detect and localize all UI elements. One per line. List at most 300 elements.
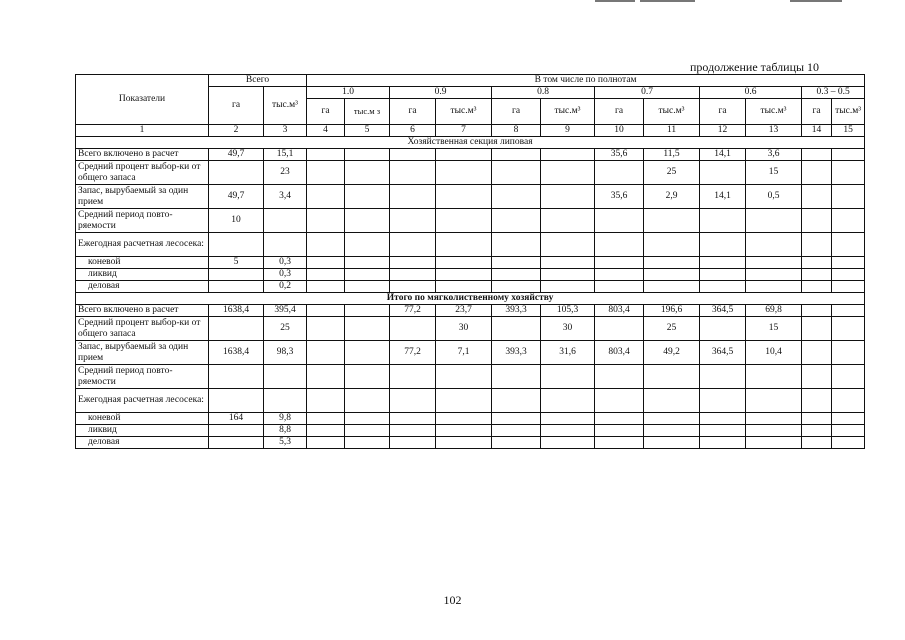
table-cell: 15 — [746, 161, 802, 185]
column-number: 3 — [264, 125, 307, 137]
table-cell: 3,6 — [746, 149, 802, 161]
table-cell — [700, 269, 746, 281]
table-cell — [307, 437, 345, 449]
table-cell — [492, 185, 541, 209]
table-cell — [802, 149, 832, 161]
m3-header: тыс.м³ — [832, 99, 865, 125]
table-row — [76, 317, 865, 341]
table-cell — [832, 281, 865, 293]
table-cell — [832, 437, 865, 449]
table-cell — [700, 281, 746, 293]
ha-header: га — [802, 99, 832, 125]
row-label: Запас, вырубаемый за один прием — [76, 185, 209, 209]
table-cell — [436, 413, 492, 425]
table-cell — [832, 161, 865, 185]
table-cell: 35,6 — [595, 149, 644, 161]
table-cell — [644, 257, 700, 269]
table-cell — [541, 281, 595, 293]
column-number: 2 — [209, 125, 264, 137]
table-cell — [436, 149, 492, 161]
table-cell — [746, 389, 802, 413]
density-header: 0.7 — [595, 87, 700, 99]
table-cell — [802, 425, 832, 437]
column-number: 9 — [541, 125, 595, 137]
table-cell — [541, 425, 595, 437]
table-cell: 105,3 — [541, 305, 595, 317]
table-cell — [700, 425, 746, 437]
table-cell — [436, 281, 492, 293]
table-cell — [345, 149, 390, 161]
table-cell — [209, 233, 264, 257]
table-cell — [345, 269, 390, 281]
table-cell — [209, 437, 264, 449]
table-cell — [492, 281, 541, 293]
table-row — [76, 281, 865, 293]
table-cell — [700, 389, 746, 413]
table-cell — [209, 389, 264, 413]
row-label: Всего включено в расчет — [76, 305, 209, 317]
table-cell: 0,3 — [264, 257, 307, 269]
table-cell — [492, 389, 541, 413]
table-cell — [802, 341, 832, 365]
table-cell: 25 — [644, 161, 700, 185]
table-cell — [345, 425, 390, 437]
table-cell — [390, 437, 436, 449]
table-cell — [802, 257, 832, 269]
table-cell — [492, 437, 541, 449]
table-cell — [595, 269, 644, 281]
table-cell: 31,6 — [541, 341, 595, 365]
column-number: 1 — [76, 125, 209, 137]
table-caption: продолжение таблицы 10 — [690, 60, 820, 74]
table-cell — [390, 389, 436, 413]
column-number: 14 — [802, 125, 832, 137]
table-cell — [307, 413, 345, 425]
table-cell — [492, 233, 541, 257]
row-label: Средний период повто-ряемости — [76, 209, 209, 233]
table-cell — [541, 149, 595, 161]
density-header: 0.8 — [492, 87, 595, 99]
table-cell — [307, 209, 345, 233]
table-cell — [700, 365, 746, 389]
table-cell — [644, 437, 700, 449]
table-cell: 35,6 — [595, 185, 644, 209]
table-cell — [390, 233, 436, 257]
table-cell: 803,4 — [595, 341, 644, 365]
table-cell — [492, 425, 541, 437]
column-number: 7 — [436, 125, 492, 137]
table-cell — [390, 257, 436, 269]
table-cell — [264, 209, 307, 233]
table-cell — [541, 233, 595, 257]
section-title-row — [76, 137, 865, 149]
table-cell — [390, 317, 436, 341]
page-number: 102 — [443, 593, 462, 607]
table-cell — [595, 281, 644, 293]
table-cell — [700, 161, 746, 185]
table-cell — [390, 365, 436, 389]
table-cell — [345, 185, 390, 209]
ha-header: га — [595, 99, 644, 125]
table-cell — [345, 233, 390, 257]
table-cell: 393,3 — [492, 305, 541, 317]
table-cell — [700, 257, 746, 269]
table-cell — [832, 317, 865, 341]
table-cell: 49,7 — [209, 185, 264, 209]
table-row — [76, 413, 865, 425]
table-cell — [209, 425, 264, 437]
table-cell — [390, 413, 436, 425]
density-header: 0.3 – 0.5 — [802, 87, 865, 99]
table-cell — [541, 365, 595, 389]
felling-table — [75, 74, 865, 449]
table-cell — [541, 413, 595, 425]
table-cell — [802, 365, 832, 389]
table-cell — [541, 437, 595, 449]
table-cell: 11,5 — [644, 149, 700, 161]
table-row — [76, 389, 865, 413]
table-cell — [345, 257, 390, 269]
table-cell — [832, 425, 865, 437]
table-row — [76, 425, 865, 437]
table-cell — [595, 389, 644, 413]
table-cell: 25 — [264, 317, 307, 341]
table-cell — [209, 365, 264, 389]
table-cell — [436, 365, 492, 389]
table-cell — [436, 437, 492, 449]
table-cell: 15,1 — [264, 149, 307, 161]
table-cell — [264, 389, 307, 413]
table-cell: 98,3 — [264, 341, 307, 365]
row-label: Ежегодная расчетная лесосека: — [76, 233, 209, 257]
table-cell — [700, 233, 746, 257]
table-cell — [436, 425, 492, 437]
table-cell: 5,3 — [264, 437, 307, 449]
table-cell — [492, 257, 541, 269]
density-header: 0.6 — [700, 87, 802, 99]
column-number: 5 — [345, 125, 390, 137]
column-number: 6 — [390, 125, 436, 137]
row-label: Всего включено в расчет — [76, 149, 209, 161]
table-cell — [746, 269, 802, 281]
table-cell — [746, 425, 802, 437]
table-cell — [541, 257, 595, 269]
total-ha-header: га — [209, 87, 264, 125]
table-cell: 364,5 — [700, 305, 746, 317]
table-cell: 30 — [541, 317, 595, 341]
table-cell: 77,2 — [390, 341, 436, 365]
column-number: 13 — [746, 125, 802, 137]
table-cell — [436, 257, 492, 269]
table-cell — [264, 365, 307, 389]
table-cell — [541, 269, 595, 281]
table-cell: 3,4 — [264, 185, 307, 209]
row-label: ликвид — [76, 425, 209, 437]
table-cell — [307, 185, 345, 209]
table-row — [76, 149, 865, 161]
table-cell — [492, 317, 541, 341]
table-cell — [436, 185, 492, 209]
table-cell — [802, 209, 832, 233]
table-cell — [390, 269, 436, 281]
scan-mark — [640, 0, 695, 2]
table-cell: 164 — [209, 413, 264, 425]
row-label: Средний период повто-ряемости — [76, 365, 209, 389]
including-header: В том числе по полнотам — [307, 75, 865, 87]
table-cell — [832, 305, 865, 317]
table-cell — [345, 437, 390, 449]
table-cell — [802, 437, 832, 449]
table-cell — [390, 209, 436, 233]
table-cell — [802, 305, 832, 317]
table-cell — [345, 341, 390, 365]
table-cell — [595, 209, 644, 233]
table-row — [76, 185, 865, 209]
table-cell — [644, 269, 700, 281]
table-cell: 14,1 — [700, 185, 746, 209]
table-cell — [802, 233, 832, 257]
table-cell: 0,5 — [746, 185, 802, 209]
table-cell — [700, 209, 746, 233]
table-cell — [307, 425, 345, 437]
row-label: деловая — [76, 437, 209, 449]
table-row — [76, 269, 865, 281]
density-header: 0.9 — [390, 87, 492, 99]
m3-header: тыс.м³ — [541, 99, 595, 125]
header-row-1 — [76, 75, 865, 87]
table-cell — [746, 257, 802, 269]
table-cell — [595, 365, 644, 389]
table-cell — [746, 209, 802, 233]
table-cell: 395,4 — [264, 305, 307, 317]
table-cell — [492, 209, 541, 233]
table-cell — [746, 413, 802, 425]
section-title: Итого по мягколиственному хозяйству — [76, 293, 865, 305]
table-cell — [832, 209, 865, 233]
section-title-row — [76, 293, 865, 305]
ha-header: га — [390, 99, 436, 125]
table-cell — [746, 437, 802, 449]
table-cell — [595, 257, 644, 269]
table-cell: 393,3 — [492, 341, 541, 365]
table-cell — [746, 281, 802, 293]
table-cell — [307, 161, 345, 185]
table-cell — [390, 149, 436, 161]
table-cell — [307, 149, 345, 161]
table-cell — [644, 365, 700, 389]
table-cell — [209, 161, 264, 185]
table-cell — [595, 233, 644, 257]
column-number: 12 — [700, 125, 746, 137]
table-cell — [595, 317, 644, 341]
table-cell — [492, 413, 541, 425]
scan-mark — [790, 0, 842, 2]
row-label: коневой — [76, 257, 209, 269]
table-cell: 5 — [209, 257, 264, 269]
table-cell — [492, 149, 541, 161]
table-cell — [307, 305, 345, 317]
row-label: ликвид — [76, 269, 209, 281]
table-cell — [644, 425, 700, 437]
total-m3-header: тыс.м³ — [264, 87, 307, 125]
table-cell — [832, 233, 865, 257]
row-label: Средний процент выбор-ки от общего запаса — [76, 317, 209, 341]
table-row — [76, 209, 865, 233]
total-header: Всего — [209, 75, 307, 87]
table-cell — [541, 389, 595, 413]
table-cell — [345, 305, 390, 317]
table-cell — [264, 233, 307, 257]
table-cell — [209, 317, 264, 341]
table-cell — [307, 233, 345, 257]
table-cell: 77,2 — [390, 305, 436, 317]
table-cell: 10,4 — [746, 341, 802, 365]
table-cell — [345, 209, 390, 233]
table-cell — [832, 149, 865, 161]
table-cell — [832, 341, 865, 365]
table-cell: 9,8 — [264, 413, 307, 425]
row-label: Ежегодная расчетная лесосека: — [76, 389, 209, 413]
row-label: Средний процент выбор-ки от общего запаса — [76, 161, 209, 185]
table-cell — [802, 281, 832, 293]
table-cell — [541, 185, 595, 209]
table-cell — [746, 233, 802, 257]
ha-header: га — [492, 99, 541, 125]
column-number: 4 — [307, 125, 345, 137]
table-cell: 1638,4 — [209, 305, 264, 317]
table-cell — [390, 185, 436, 209]
column-number: 15 — [832, 125, 865, 137]
table-cell: 10 — [209, 209, 264, 233]
column-number: 8 — [492, 125, 541, 137]
table-cell: 23,7 — [436, 305, 492, 317]
table-cell — [345, 365, 390, 389]
table-cell: 1638,4 — [209, 341, 264, 365]
table-cell — [644, 233, 700, 257]
table-cell — [700, 317, 746, 341]
table-cell — [307, 389, 345, 413]
table-cell — [832, 365, 865, 389]
table-cell — [345, 317, 390, 341]
table-cell — [644, 389, 700, 413]
table-cell — [700, 413, 746, 425]
row-label: деловая — [76, 281, 209, 293]
table-cell — [492, 365, 541, 389]
table-cell — [307, 365, 345, 389]
m3-header: тыс.м³ — [746, 99, 802, 125]
table-cell — [307, 281, 345, 293]
table-cell — [802, 185, 832, 209]
indicators-header: Показатели — [76, 75, 209, 125]
table-cell: 196,6 — [644, 305, 700, 317]
table-row — [76, 365, 865, 389]
table-cell: 7,1 — [436, 341, 492, 365]
table-row — [76, 257, 865, 269]
table-cell — [541, 209, 595, 233]
m3-header: тыс.м з — [345, 99, 390, 125]
table-cell — [436, 161, 492, 185]
ha-header: га — [307, 99, 345, 125]
table-cell: 15 — [746, 317, 802, 341]
m3-header: тыс.м³ — [644, 99, 700, 125]
table-cell: 23 — [264, 161, 307, 185]
table-cell — [541, 161, 595, 185]
table-cell: 49,2 — [644, 341, 700, 365]
table-cell — [832, 389, 865, 413]
table-cell: 0,2 — [264, 281, 307, 293]
row-label: коневой — [76, 413, 209, 425]
table-cell: 364,5 — [700, 341, 746, 365]
table-cell — [345, 281, 390, 293]
table-cell — [832, 413, 865, 425]
table-cell — [209, 269, 264, 281]
table-cell: 30 — [436, 317, 492, 341]
section-title: Хозяйственная секция липовая — [76, 137, 865, 149]
table-cell — [644, 209, 700, 233]
table-cell — [436, 233, 492, 257]
table-cell — [436, 209, 492, 233]
table-cell — [307, 341, 345, 365]
table-cell — [390, 161, 436, 185]
table-cell: 8,8 — [264, 425, 307, 437]
table-row — [76, 233, 865, 257]
table-cell — [492, 161, 541, 185]
table-cell — [209, 281, 264, 293]
column-number: 11 — [644, 125, 700, 137]
ha-header: га — [700, 99, 746, 125]
table-cell — [345, 389, 390, 413]
table-cell — [802, 413, 832, 425]
table-cell: 803,4 — [595, 305, 644, 317]
table-cell: 25 — [644, 317, 700, 341]
table-cell: 2,9 — [644, 185, 700, 209]
table-cell: 14,1 — [700, 149, 746, 161]
table-cell — [802, 389, 832, 413]
table-cell — [832, 185, 865, 209]
table-cell — [595, 161, 644, 185]
table-cell — [746, 365, 802, 389]
table-cell — [802, 317, 832, 341]
table-cell — [345, 413, 390, 425]
table-row — [76, 161, 865, 185]
table-cell — [492, 269, 541, 281]
table-row — [76, 437, 865, 449]
table-cell — [307, 269, 345, 281]
table-cell — [644, 281, 700, 293]
table-cell — [595, 425, 644, 437]
density-header: 1.0 — [307, 87, 390, 99]
table-cell — [390, 281, 436, 293]
column-number-row — [76, 125, 865, 137]
table-cell — [307, 317, 345, 341]
m3-header: тыс.м³ — [436, 99, 492, 125]
table-cell — [644, 413, 700, 425]
table-cell — [700, 437, 746, 449]
table-cell: 49,7 — [209, 149, 264, 161]
column-number: 10 — [595, 125, 644, 137]
table-cell: 0,3 — [264, 269, 307, 281]
table-cell — [345, 161, 390, 185]
table-cell — [595, 413, 644, 425]
table-cell — [390, 425, 436, 437]
table-cell: 69,8 — [746, 305, 802, 317]
scan-mark — [595, 0, 635, 2]
table-cell — [802, 161, 832, 185]
table-cell — [832, 257, 865, 269]
table-cell — [436, 389, 492, 413]
row-label: Запас, вырубаемый за один прием — [76, 341, 209, 365]
table-row — [76, 305, 865, 317]
